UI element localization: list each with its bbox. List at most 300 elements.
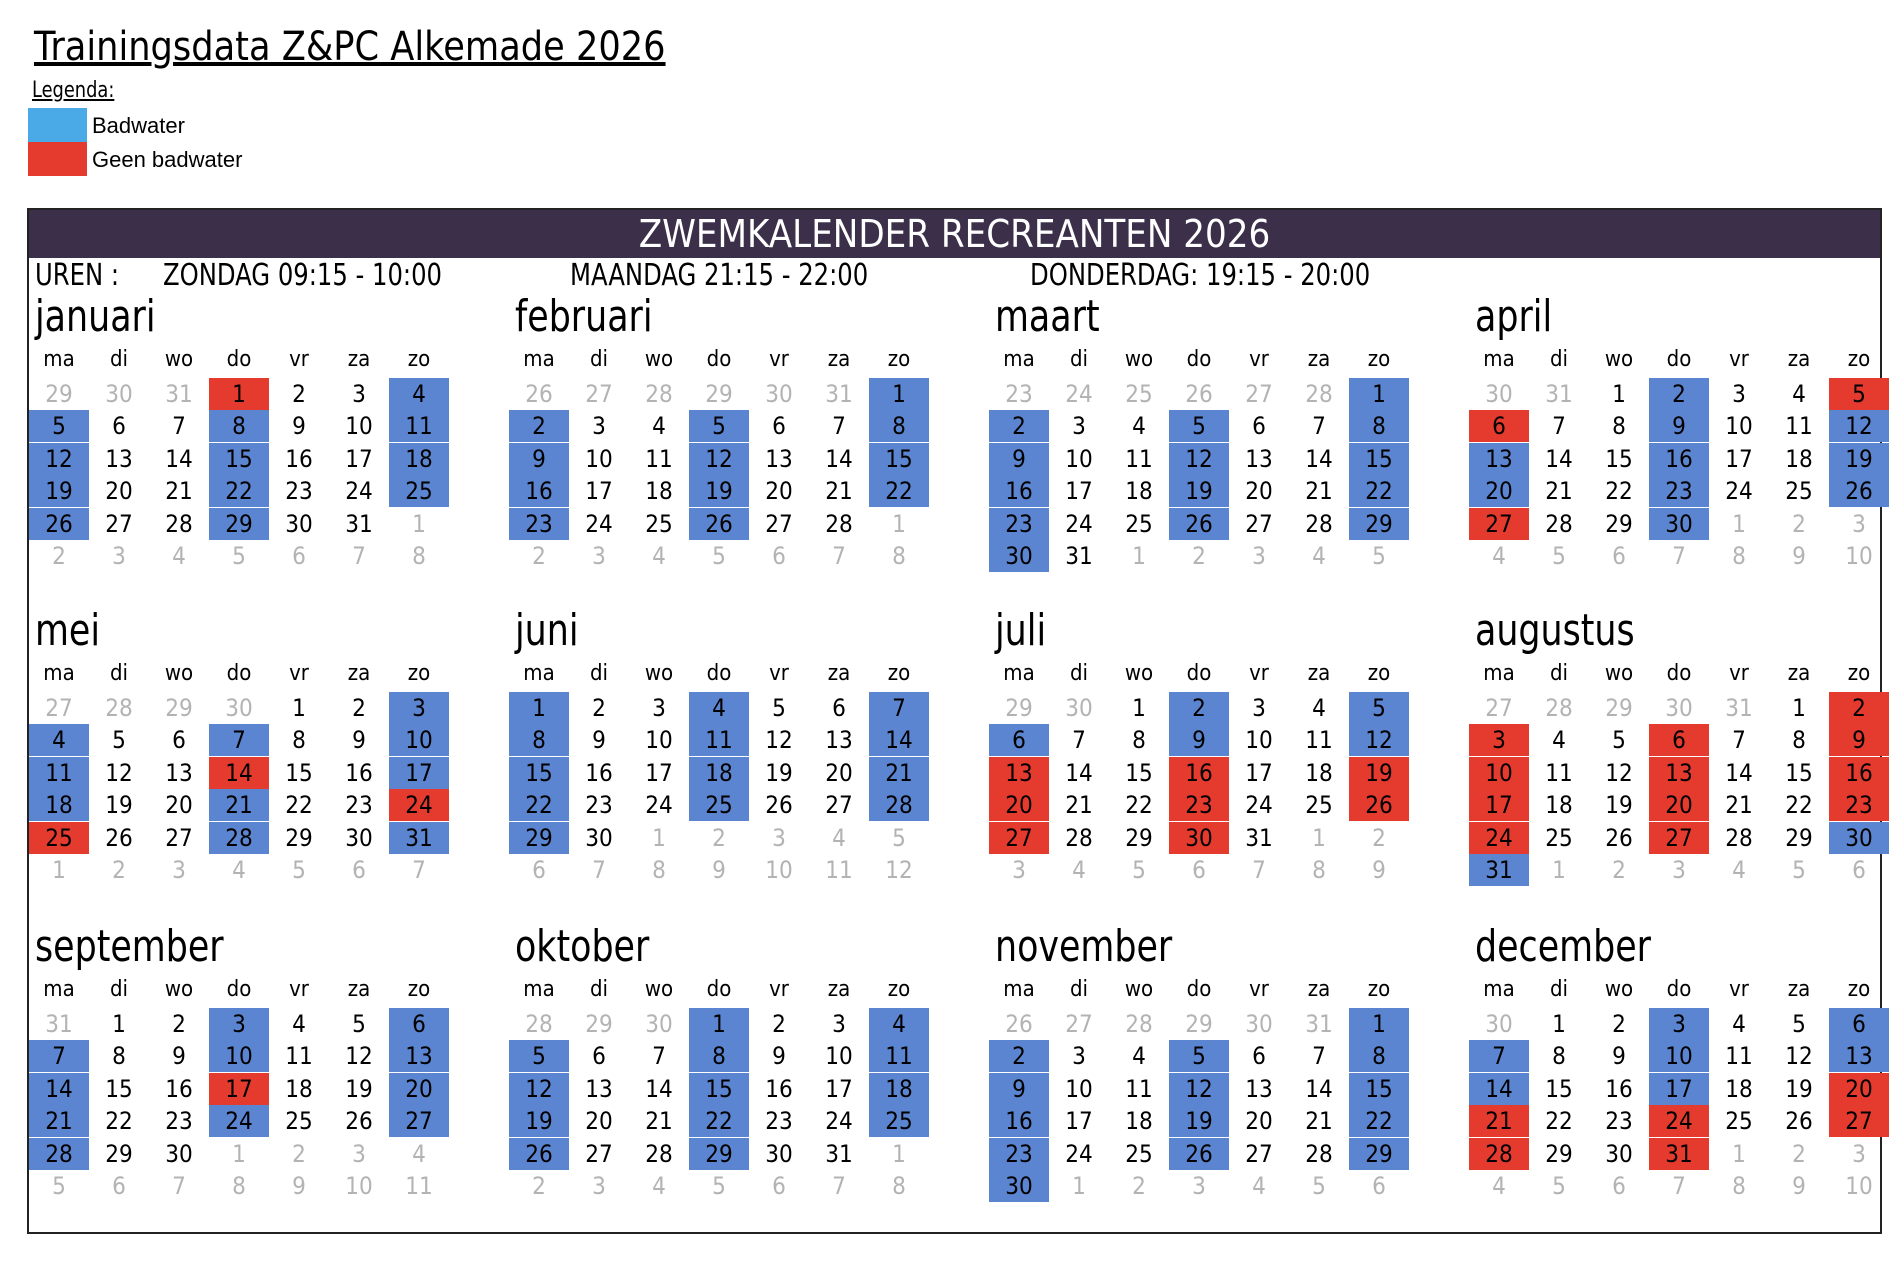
legend-label: Geen badwater — [92, 147, 243, 172]
calendar-day: 1 — [1612, 380, 1626, 408]
calendar-day: 6 — [1252, 412, 1266, 441]
calendar-day: 21 — [209, 789, 269, 821]
calendar-day-other-month: 7 — [412, 856, 426, 884]
calendar-day: 23 — [989, 1138, 1049, 1170]
calendar-day-other-month: 5 — [712, 1172, 726, 1200]
calendar-day: 7 — [869, 692, 929, 724]
calendar-day: 28 — [29, 1138, 89, 1170]
calendar-day: 14 — [1545, 444, 1573, 473]
calendar-day: 26 — [105, 823, 133, 852]
day-header: vr — [289, 347, 309, 372]
calendar-day: 22 — [509, 789, 569, 821]
calendar-day: 10 — [1469, 757, 1529, 789]
month-name: december — [1475, 921, 1651, 972]
day-header: ma — [43, 977, 75, 1002]
calendar-day: 15 — [869, 443, 929, 475]
calendar-day-other-month: 4 — [832, 823, 846, 852]
month-september — [29, 920, 509, 1210]
hours-label: UREN : — [35, 258, 120, 293]
calendar-day: 12 — [1349, 724, 1409, 756]
day-header: vr — [769, 347, 789, 372]
calendar-day-other-month: 5 — [1552, 542, 1566, 570]
calendar-day: 26 — [1169, 1138, 1229, 1170]
month-name: juli — [995, 605, 1047, 656]
calendar-day-other-month: 7 — [1672, 542, 1686, 570]
calendar-day: 2 — [172, 1010, 186, 1038]
calendar-day: 9 — [989, 1073, 1049, 1105]
calendar-day: 18 — [869, 1073, 929, 1105]
calendar-day: 27 — [389, 1105, 449, 1137]
calendar-day: 10 — [585, 444, 613, 473]
calendar-day: 3 — [1252, 694, 1266, 722]
calendar-day-other-month: 3 — [592, 1172, 606, 1200]
calendar-day: 19 — [1605, 791, 1633, 820]
calendar-day-other-month: 1 — [1072, 1172, 1086, 1200]
calendar-day-other-month: 4 — [1732, 856, 1746, 884]
calendar-day-other-month: 2 — [1132, 1172, 1146, 1200]
calendar-day: 17 — [1065, 1107, 1093, 1136]
calendar-day-other-month: 31 — [165, 380, 193, 408]
calendar-day: 25 — [1305, 791, 1333, 820]
calendar-day-other-month: 8 — [892, 1172, 906, 1200]
calendar-day-other-month: 1 — [1552, 856, 1566, 884]
calendar-day-other-month: 8 — [232, 1172, 246, 1200]
calendar-day: 14 — [209, 757, 269, 789]
calendar-day: 23 — [1169, 789, 1229, 821]
calendar-day: 12 — [1169, 443, 1229, 475]
calendar-day-other-month: 31 — [825, 380, 853, 408]
calendar-day: 14 — [1305, 1074, 1333, 1103]
calendar-day: 8 — [1612, 412, 1626, 441]
calendar-day-other-month: 5 — [52, 1172, 66, 1200]
calendar-day-other-month: 26 — [1005, 1010, 1033, 1038]
calendar-day-other-month: 9 — [292, 1172, 306, 1200]
calendar-day: 25 — [1125, 1139, 1153, 1168]
calendar-day: 18 — [29, 789, 89, 821]
calendar-day: 23 — [1649, 475, 1709, 507]
calendar-day: 29 — [1349, 1138, 1409, 1170]
calendar-day: 18 — [1305, 758, 1333, 787]
calendar-day: 22 — [1349, 475, 1409, 507]
calendar-day: 12 — [105, 758, 133, 787]
calendar-day: 3 — [389, 692, 449, 724]
calendar-day-other-month: 25 — [1125, 380, 1153, 408]
calendar-day-other-month: 8 — [652, 856, 666, 884]
calendar-day: 24 — [825, 1107, 853, 1136]
day-header: za — [827, 977, 851, 1002]
calendar-day: 23 — [765, 1107, 793, 1136]
calendar-day: 22 — [1605, 477, 1633, 506]
calendar-day: 28 — [1305, 1139, 1333, 1168]
calendar-day: 24 — [585, 509, 613, 538]
calendar-day-other-month: 29 — [1185, 1010, 1213, 1038]
calendar-day-other-month: 1 — [1732, 509, 1746, 538]
calendar-day: 13 — [825, 726, 853, 755]
calendar-day: 6 — [172, 726, 186, 755]
calendar-day: 10 — [1245, 726, 1273, 755]
day-header: ma — [1483, 977, 1515, 1002]
day-header: za — [1787, 347, 1811, 372]
calendar-day: 22 — [689, 1105, 749, 1137]
calendar-day: 11 — [1725, 1042, 1753, 1071]
calendar-day-other-month: 28 — [1545, 694, 1573, 722]
day-header: do — [1186, 977, 1212, 1002]
calendar-day: 14 — [1305, 444, 1333, 473]
calendar-day: 19 — [1169, 1105, 1229, 1137]
calendar-day: 15 — [1545, 1074, 1573, 1103]
calendar-day: 9 — [592, 726, 606, 755]
month-juli — [989, 604, 1469, 894]
day-header: zo — [1367, 661, 1391, 686]
calendar-day: 31 — [1469, 854, 1529, 886]
calendar-day: 3 — [209, 1008, 269, 1040]
calendar-day-other-month: 4 — [652, 1172, 666, 1200]
calendar-day: 16 — [1829, 757, 1889, 789]
day-header: vr — [1729, 977, 1749, 1002]
calendar-day: 17 — [585, 477, 613, 506]
calendar-day-other-month: 3 — [1192, 1172, 1206, 1200]
calendar-day-other-month: 2 — [1792, 509, 1806, 538]
day-header: vr — [289, 977, 309, 1002]
calendar-day: 7 — [1552, 412, 1566, 441]
calendar-day: 18 — [1785, 444, 1813, 473]
calendar-day: 27 — [765, 509, 793, 538]
calendar-day: 21 — [29, 1105, 89, 1137]
calendar-day-other-month: 9 — [1792, 1172, 1806, 1200]
calendar-day: 16 — [765, 1074, 793, 1103]
day-header: zo — [407, 661, 431, 686]
calendar-day: 30 — [345, 823, 373, 852]
day-header: di — [1549, 347, 1569, 372]
calendar-day: 9 — [292, 412, 306, 441]
calendar-day-other-month: 1 — [412, 509, 426, 538]
calendar-day: 21 — [869, 757, 929, 789]
legend-swatch-badwater — [28, 108, 87, 142]
calendar-day-other-month: 26 — [525, 380, 553, 408]
calendar-day: 16 — [345, 758, 373, 787]
calendar-day: 8 — [112, 1042, 126, 1071]
calendar-day: 24 — [1065, 509, 1093, 538]
calendar-day: 20 — [1829, 1073, 1889, 1105]
calendar-day: 10 — [209, 1040, 269, 1072]
calendar-day-other-month: 3 — [352, 1139, 366, 1168]
calendar-day: 2 — [1649, 378, 1709, 410]
month-name: mei — [35, 605, 101, 656]
calendar-day: 22 — [209, 475, 269, 507]
day-header: za — [1307, 347, 1331, 372]
calendar-day-other-month: 3 — [772, 823, 786, 852]
calendar-day: 13 — [989, 757, 1049, 789]
calendar-day: 20 — [825, 758, 853, 787]
calendar-day: 17 — [645, 758, 673, 787]
calendar-day: 14 — [1065, 758, 1093, 787]
calendar-day: 14 — [165, 444, 193, 473]
calendar-day: 26 — [1605, 823, 1633, 852]
calendar-day: 26 — [29, 508, 89, 540]
calendar-day: 16 — [1649, 443, 1709, 475]
calendar-day: 8 — [689, 1040, 749, 1072]
day-header: ma — [1003, 661, 1035, 686]
calendar-day-other-month: 5 — [1312, 1172, 1326, 1200]
calendar-day: 13 — [165, 758, 193, 787]
day-header: ma — [1003, 347, 1035, 372]
day-header: di — [109, 977, 129, 1002]
calendar-day: 28 — [869, 789, 929, 821]
calendar-day: 9 — [1169, 724, 1229, 756]
calendar-day: 25 — [1545, 823, 1573, 852]
calendar-day: 30 — [1169, 822, 1229, 854]
calendar-day: 22 — [869, 475, 929, 507]
day-header: vr — [769, 977, 789, 1002]
day-header: ma — [1483, 347, 1515, 372]
calendar-day-other-month: 7 — [1252, 856, 1266, 884]
calendar-day-other-month: 28 — [1305, 380, 1333, 408]
calendar-frame — [27, 208, 1882, 1234]
calendar-day: 7 — [1469, 1040, 1529, 1072]
day-header: zo — [1367, 977, 1391, 1002]
day-header: wo — [164, 347, 194, 372]
calendar-day: 30 — [165, 1139, 193, 1168]
calendar-day: 17 — [1649, 1073, 1709, 1105]
day-header: ma — [523, 977, 555, 1002]
calendar-day: 22 — [1125, 791, 1153, 820]
calendar-day: 19 — [1785, 1074, 1813, 1103]
month-name: augustus — [1475, 605, 1635, 656]
calendar-day: 29 — [509, 822, 569, 854]
calendar-day: 4 — [869, 1008, 929, 1040]
calendar-day: 14 — [29, 1073, 89, 1105]
calendar-day: 5 — [1792, 1010, 1806, 1038]
calendar-day: 17 — [1245, 758, 1273, 787]
day-header: do — [1666, 977, 1692, 1002]
day-header: di — [1069, 977, 1089, 1002]
calendar-banner: ZWEMKALENDER RECREANTEN 2026 — [29, 210, 1880, 258]
calendar-day: 10 — [825, 1042, 853, 1071]
calendar-day: 17 — [1065, 477, 1093, 506]
month-mei — [29, 604, 509, 894]
calendar-day: 29 — [1785, 823, 1813, 852]
calendar-day: 31 — [389, 822, 449, 854]
calendar-day: 1 — [292, 694, 306, 722]
calendar-day: 19 — [29, 475, 89, 507]
calendar-day-other-month: 2 — [712, 823, 726, 852]
calendar-day: 27 — [1245, 1139, 1273, 1168]
day-header: do — [226, 347, 252, 372]
calendar-day: 19 — [509, 1105, 569, 1137]
calendar-day: 13 — [1245, 444, 1273, 473]
calendar-day: 16 — [585, 758, 613, 787]
calendar-day: 25 — [645, 509, 673, 538]
calendar-day: 13 — [105, 444, 133, 473]
calendar-day: 20 — [585, 1107, 613, 1136]
calendar-day: 30 — [1649, 508, 1709, 540]
calendar-day: 21 — [1469, 1105, 1529, 1137]
calendar-day: 31 — [1065, 542, 1093, 570]
calendar-day-other-month: 30 — [765, 380, 793, 408]
calendar-day: 24 — [345, 477, 373, 506]
calendar-day: 29 — [689, 1138, 749, 1170]
calendar-day: 6 — [1469, 410, 1529, 442]
calendar-day-other-month: 10 — [345, 1172, 373, 1200]
calendar-day: 5 — [1169, 1040, 1229, 1072]
calendar-day-other-month: 6 — [292, 542, 306, 570]
month-name: juni — [515, 605, 579, 656]
calendar-day-other-month: 12 — [885, 856, 913, 884]
day-header: vr — [1249, 977, 1269, 1002]
calendar-day-other-month: 2 — [1372, 823, 1386, 852]
calendar-day: 9 — [1612, 1042, 1626, 1071]
calendar-day: 5 — [1829, 378, 1889, 410]
day-header: vr — [1729, 661, 1749, 686]
day-header: do — [706, 347, 732, 372]
calendar-day: 1 — [1132, 694, 1146, 722]
calendar-day-other-month: 3 — [1852, 509, 1866, 538]
calendar-day: 7 — [832, 412, 846, 441]
calendar-day: 19 — [105, 791, 133, 820]
calendar-day-other-month: 6 — [112, 1172, 126, 1200]
calendar-day: 30 — [989, 1170, 1049, 1202]
calendar-day-other-month: 4 — [1252, 1172, 1266, 1200]
calendar-day: 31 — [1649, 1138, 1709, 1170]
calendar-day: 23 — [285, 477, 313, 506]
day-header: wo — [644, 347, 674, 372]
calendar-day-other-month: 4 — [1492, 1172, 1506, 1200]
calendar-day: 25 — [1725, 1107, 1753, 1136]
calendar-day: 27 — [989, 822, 1049, 854]
calendar-day-other-month: 29 — [705, 380, 733, 408]
calendar-day: 7 — [29, 1040, 89, 1072]
calendar-day-other-month: 10 — [765, 856, 793, 884]
calendar-day: 8 — [292, 726, 306, 755]
calendar-day-other-month: 6 — [1612, 542, 1626, 570]
calendar-day: 24 — [645, 791, 673, 820]
calendar-day: 11 — [285, 1042, 313, 1071]
calendar-day-other-month: 2 — [532, 542, 546, 570]
day-header: za — [347, 661, 371, 686]
calendar-day: 31 — [825, 1139, 853, 1168]
calendar-day: 27 — [1829, 1105, 1889, 1137]
calendar-day: 18 — [1725, 1074, 1753, 1103]
calendar-day: 29 — [1349, 508, 1409, 540]
month-name: januari — [35, 291, 156, 342]
calendar-day-other-month: 1 — [1732, 1139, 1746, 1168]
calendar-day-other-month: 31 — [1545, 380, 1573, 408]
calendar-day: 17 — [1725, 444, 1753, 473]
calendar-day: 22 — [1785, 791, 1813, 820]
calendar-day: 30 — [989, 540, 1049, 572]
calendar-day: 4 — [1132, 412, 1146, 441]
calendar-day: 3 — [652, 694, 666, 722]
calendar-day-other-month: 6 — [532, 856, 546, 884]
calendar-day: 26 — [1169, 508, 1229, 540]
day-header: vr — [1729, 347, 1749, 372]
day-header: za — [347, 347, 371, 372]
calendar-day: 16 — [285, 444, 313, 473]
calendar-day: 17 — [345, 444, 373, 473]
calendar-day-other-month: 2 — [292, 1139, 306, 1168]
calendar-day-other-month: 9 — [712, 856, 726, 884]
calendar-day-other-month: 6 — [1372, 1172, 1386, 1200]
calendar-day-other-month: 2 — [532, 1172, 546, 1200]
calendar-day: 28 — [165, 509, 193, 538]
calendar-day: 16 — [165, 1074, 193, 1103]
calendar-day: 30 — [1829, 822, 1889, 854]
calendar-day: 4 — [689, 692, 749, 724]
calendar-day: 21 — [825, 477, 853, 506]
month-november — [989, 920, 1469, 1210]
calendar-day-other-month: 1 — [1132, 542, 1146, 570]
calendar-day: 29 — [209, 508, 269, 540]
calendar-day: 13 — [1245, 1074, 1273, 1103]
day-header: vr — [289, 661, 309, 686]
day-header: zo — [407, 347, 431, 372]
calendar-day: 26 — [509, 1138, 569, 1170]
day-header: vr — [1249, 347, 1269, 372]
calendar-day-other-month: 31 — [1305, 1010, 1333, 1038]
calendar-day: 24 — [1469, 822, 1529, 854]
calendar-day: 27 — [825, 791, 853, 820]
calendar-day: 13 — [1829, 1040, 1889, 1072]
calendar-day: 24 — [1065, 1139, 1093, 1168]
calendar-day: 15 — [1349, 443, 1409, 475]
calendar-day: 12 — [1829, 410, 1889, 442]
day-header: do — [1666, 347, 1692, 372]
calendar-day-other-month: 28 — [105, 694, 133, 722]
calendar-day: 3 — [1732, 380, 1746, 408]
day-header: zo — [407, 977, 431, 1002]
calendar-day: 30 — [765, 1139, 793, 1168]
day-header: wo — [1604, 347, 1634, 372]
day-header: di — [1069, 661, 1089, 686]
calendar-day: 15 — [285, 758, 313, 787]
calendar-day-other-month: 28 — [1125, 1010, 1153, 1038]
calendar-day-other-month: 8 — [1312, 856, 1326, 884]
calendar-day: 11 — [29, 757, 89, 789]
calendar-day: 14 — [1725, 758, 1753, 787]
day-header: vr — [1249, 661, 1269, 686]
calendar-day-other-month: 27 — [1245, 380, 1273, 408]
calendar-day: 17 — [389, 757, 449, 789]
calendar-day: 15 — [509, 757, 569, 789]
legend-label: Badwater — [92, 113, 185, 138]
calendar-day-other-month: 5 — [292, 856, 306, 884]
calendar-day-other-month: 2 — [1612, 856, 1626, 884]
calendar-day: 8 — [209, 410, 269, 442]
calendar-day: 7 — [209, 724, 269, 756]
calendar-day: 8 — [869, 410, 929, 442]
calendar-day: 8 — [509, 724, 569, 756]
calendar-day: 13 — [765, 444, 793, 473]
calendar-day: 23 — [509, 508, 569, 540]
calendar-day: 7 — [172, 412, 186, 441]
calendar-day-other-month: 6 — [772, 542, 786, 570]
calendar-day-other-month: 5 — [1372, 542, 1386, 570]
calendar-day-other-month: 6 — [352, 856, 366, 884]
calendar-day: 5 — [1612, 726, 1626, 755]
calendar-day: 5 — [112, 726, 126, 755]
calendar-day: 9 — [772, 1042, 786, 1071]
calendar-day: 12 — [765, 726, 793, 755]
calendar-day-other-month: 2 — [1192, 542, 1206, 570]
calendar-day-other-month: 3 — [1252, 542, 1266, 570]
calendar-day: 18 — [1125, 1107, 1153, 1136]
calendar-day: 18 — [389, 443, 449, 475]
calendar-day: 25 — [29, 822, 89, 854]
calendar-day: 9 — [172, 1042, 186, 1071]
day-header: ma — [1483, 661, 1515, 686]
hours-monday: MAANDAG 21:15 - 22:00 — [570, 258, 869, 293]
calendar-day-other-month: 7 — [172, 1172, 186, 1200]
